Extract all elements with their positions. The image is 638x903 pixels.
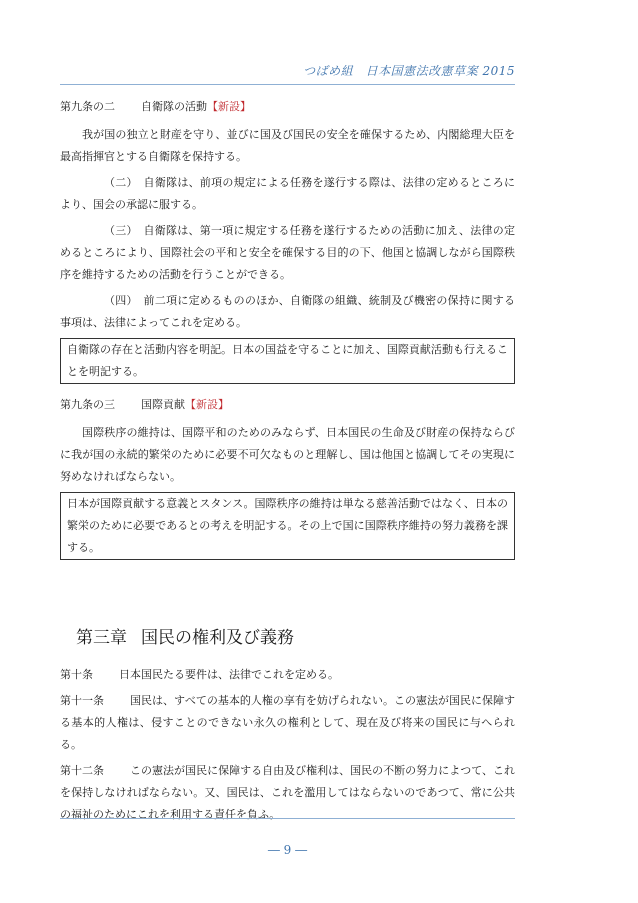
article-number: 第九条の二 — [60, 100, 115, 113]
header-rule — [60, 84, 515, 85]
article-11 — [60, 690, 515, 756]
chapter-number: 第三章 — [76, 628, 127, 648]
article-heading-9-2 — [60, 96, 515, 118]
article-title: 国際貢献 — [141, 398, 185, 411]
chapter-title: 国民の権利及び義務 — [141, 628, 294, 648]
article-number: 第十一条 — [60, 694, 105, 707]
article-12 — [60, 760, 515, 826]
article-number: 第十条 — [60, 668, 93, 681]
new-tag: 【新設】 — [207, 100, 251, 113]
document-body — [60, 96, 515, 830]
paragraph: 我が国の独立と財産を守り、並びに国及び国民の安全を確保するため、内閣総理大臣を最高指揮官とする自衛隊を保持する。 — [60, 128, 515, 163]
commentary-box: 日本が国際貢献する意義とスタンス。国際秩序の維持は単なる慈善活動ではなく、日本の繁栄のために必要であるとの考えを明記する。その上で国に国際秩序維持の努力義務を課する。 — [60, 492, 515, 560]
article-text: この憲法が国民に保障する自由及び権利は、国民の不断の努力によつて、これを保持しなければならない。又、国民は、これを濫用してはならないのであつて、常に公共の福祉のためにこれを利用する責任を負ふ。 — [60, 764, 516, 821]
article-text: 国民は、すべての基本的人権の享有を妨げられない。この憲法が国民に保障する基本的人権は、侵すことのできない永久の権利として、現在及び将来の国民に与へられる。 — [60, 694, 516, 751]
article-heading-9-3 — [60, 394, 515, 416]
article-text: 日本国民たる要件は、法律でこれを定める。 — [119, 668, 339, 681]
footer-rule — [60, 818, 515, 819]
paragraph: 国際秩序の維持は、国際平和のためのみならず、日本国民の生命及び財産の保持ならびに我が国の永続的繁栄のために必要不可欠なものと理解し、国は他国と協調してその実現に努めなければならない。 — [60, 426, 515, 483]
chapter-heading — [76, 626, 515, 650]
commentary-box: 自衛隊の存在と活動内容を明記。日本の国益を守ることに加え、国際貢献活動も行えることを明記する。 — [60, 338, 515, 384]
page-number: ― 9 ― — [267, 843, 308, 857]
article-number: 第九条の三 — [60, 398, 115, 411]
paragraph: （三） 自衛隊は、第一項に規定する任務を遂行するための活動に加え、法律の定めるところにより、国際社会の平和と安全を確保する目的の下、他国と協調しながら国際秩序を維持するための活動を行うことができる。 — [60, 224, 515, 281]
page-header: つばめ組 日本国憲法改憲草案 2015 — [303, 64, 515, 78]
paragraph: （二） 自衛隊は、前項の規定による任務を遂行する際は、法律の定めるところにより、国会の承認に服する。 — [60, 176, 515, 211]
new-tag: 【新設】 — [185, 398, 229, 411]
article-number: 第十二条 — [60, 764, 105, 777]
article-title: 自衛隊の活動 — [141, 100, 207, 113]
article-10 — [60, 664, 515, 686]
paragraph: （四） 前二項に定めるもののほか、自衛隊の組織、統制及び機密の保持に関する事項は、法律によってこれを定める。 — [60, 294, 515, 329]
